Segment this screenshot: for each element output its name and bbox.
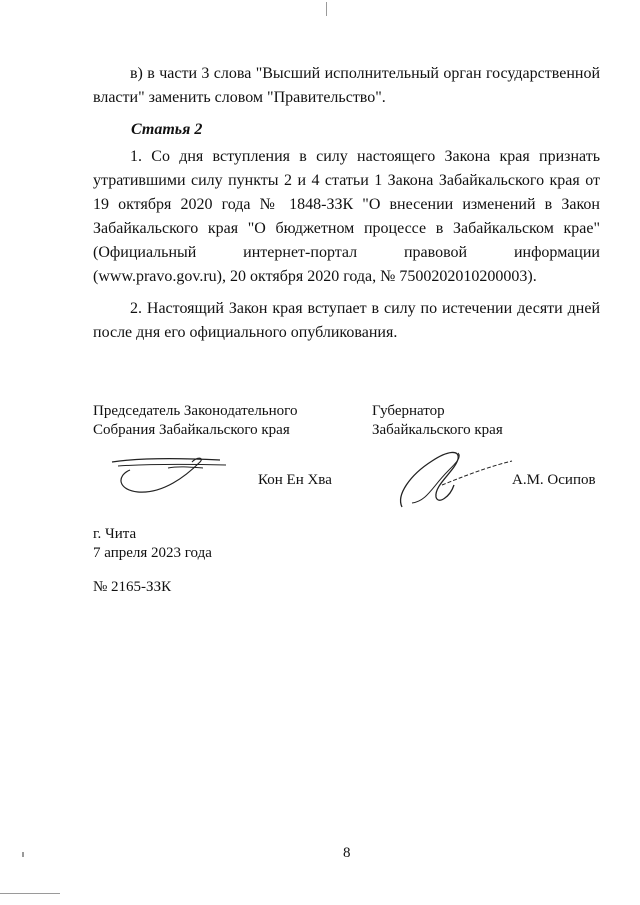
chairman-name: Кон Ен Хва [258,472,332,488]
scan-mark [326,2,327,16]
governor-title-line-1: Губернатор [372,403,445,419]
governor-title [372,402,503,440]
chairman-title [93,402,297,440]
chairman-title-line-2: Собрания Забайкальского края [93,422,290,438]
article-heading: Статья 2 [131,121,203,138]
scan-mark [22,852,24,857]
page-number: 8 [343,845,351,861]
place-and-date [93,525,212,563]
governor-signature [392,445,517,515]
amendment-paragraph: в) в части 3 слова "Высший исполнительный орган государственной власти" заменить словом "Правительство". [93,65,600,106]
governor-title-line-2: Забайкальского края [372,422,503,438]
clause-1-paragraph: 1. Со дня вступления в силу настоящего Закона края признать утратившими силу пункты 2 и 4 статьи 1 Закона Забайкальского края от 19 октября 2020 года № 1848-ЗЗК "О внесении изменений в Закон Забайкальского края "О бюджетном процессе в Забайкальском крае" (Официальный интернет-портал правовой информации (www.pravo.gov.ru), 20 октября 2020 года, № 7500202010200003). [93,148,600,285]
clause-2-paragraph: 2. Настоящий Закон края вступает в силу по истечении десяти дней после дня его официального опубликования. [93,300,600,341]
governor-name: А.М. Осипов [512,472,596,488]
chairman-signature [108,450,233,500]
scan-mark [0,893,60,894]
signing-date: 7 апреля 2023 года [93,545,212,561]
law-number: № 2165-ЗЗК [93,579,172,595]
chairman-title-line-1: Председатель Законодательного [93,403,298,419]
city: г. Чита [93,526,137,542]
